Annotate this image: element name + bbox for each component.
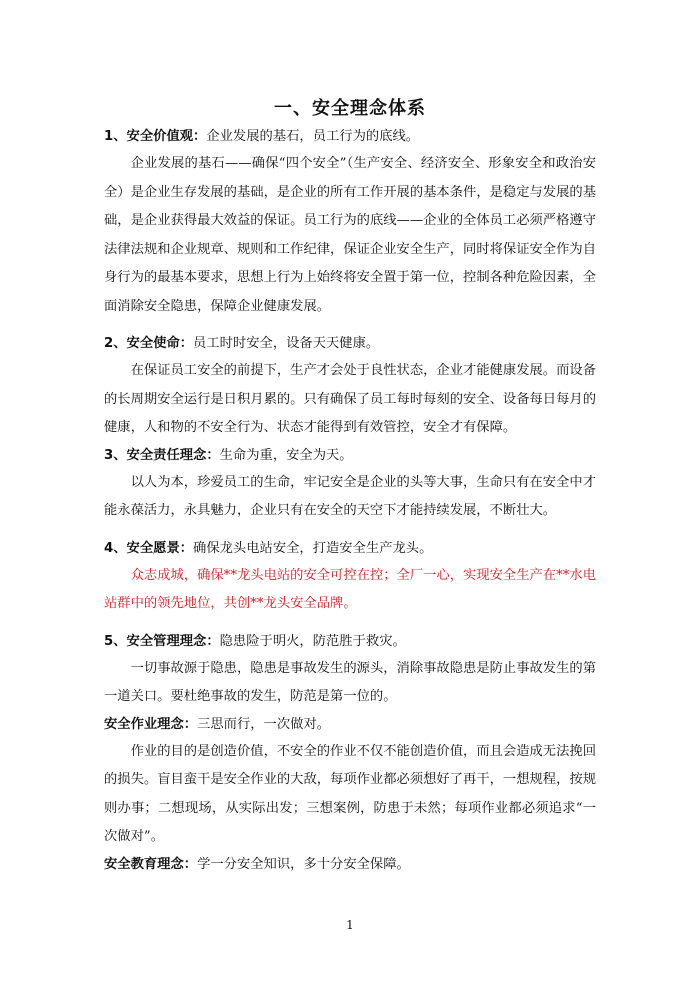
heading-label: 3、安全责任理念： <box>104 447 220 463</box>
heading-summary: 企业发展的基石，员工行为的底线。 <box>206 129 420 144</box>
heading-label: 2、安全使命： <box>104 336 194 351</box>
heading-summary: 生命为重，安全为天。 <box>219 447 353 463</box>
heading-summary: 学一分安全知识，多十分安全保障。 <box>197 856 410 872</box>
heading-summary: 员工时时安全，设备天天健康。 <box>193 336 380 351</box>
section-paragraph-responsibility: 以人为本，珍爱员工的生命，牢记安全是企业的头等大事，生命只有在安全中才能永葆活力，永具魅力，企业只有在安全的天空下才能持续发展，不断壮大。 <box>104 474 596 518</box>
heading-label: 4、安全愿景： <box>104 540 194 556</box>
section-heading-operation <box>104 712 596 738</box>
document-body <box>104 124 596 878</box>
section-heading-responsibility <box>104 443 596 469</box>
heading-summary: 确保龙头电站安全，打造安全生产龙头。 <box>193 540 433 556</box>
heading-summary: 三思而行，一次做对。 <box>197 716 331 732</box>
section-paragraph-safety-values: 企业发展的基石——确保“四个安全”（生产安全、经济安全、形象安全和政治安全）是企业生存发展的基础，是企业的所有工作开展的基本条件，是稳定与发展的基础，是企业获得最大效益的保证。员工行为的底线——企业的全体员工必须严格遵守法律法规和企业规章、规则和工作纪律，保证企业安全生产，同时将保证安全作为自身行为的最基本要求，思想上行为上始终将安全置于第一位，控制各种危险因素，全面消除安全隐患，保障企业健康发展。 <box>104 156 596 314</box>
section-paragraph-operation: 作业的目的是创造价值，不安全的作业不仅不能创造价值，而且会造成无法挽回的损失。盲目蛮干是安全作业的大敌，每项作业都必须想好了再干，一想规程，按规则办事；二想现场，从实际出发；三想案例，防患于未然；每项作业都必须追求“一次做对”。 <box>104 743 596 844</box>
page-title: 一、安全理念体系 <box>274 98 426 119</box>
section-heading-management <box>104 629 596 655</box>
section-paragraph-safety-mission: 在保证员工安全的前提下，生产才会处于良性状态，企业才能健康发展。而设备的长周期安全运行是日积月累的。只有确保了员工每时每刻的安全、设备每日每月的健康，人和物的不安全行为、状态才能得到有效管控，安全才有保障。 <box>104 363 596 435</box>
section-heading-safety-mission <box>104 331 596 357</box>
section-heading-safety-vision <box>104 536 596 562</box>
section-heading-education <box>104 852 596 878</box>
heading-label: 安全作业理念： <box>104 716 198 732</box>
section-heading-safety-values <box>104 124 596 150</box>
page-number: 1 <box>346 918 354 932</box>
heading-label: 安全教育理念： <box>104 856 198 872</box>
heading-label: 1、安全价值观： <box>104 129 207 144</box>
section-paragraph-management: 一切事故源于隐患，隐患是事故发生的源头，消除事故隐患是防止事故发生的第一道关口。要杜绝事故的发生，防范是第一位的。 <box>104 660 596 704</box>
section-paragraph-safety-vision: 众志成城，确保**龙头电站的安全可控在控；全厂一心，实现安全生产在**水电站群中的领先地位，共创**龙头安全品牌。 <box>104 567 596 611</box>
heading-label: 5、安全管理理念： <box>104 633 220 649</box>
heading-summary: 隐患险于明火，防范胜于救灾。 <box>219 633 406 649</box>
